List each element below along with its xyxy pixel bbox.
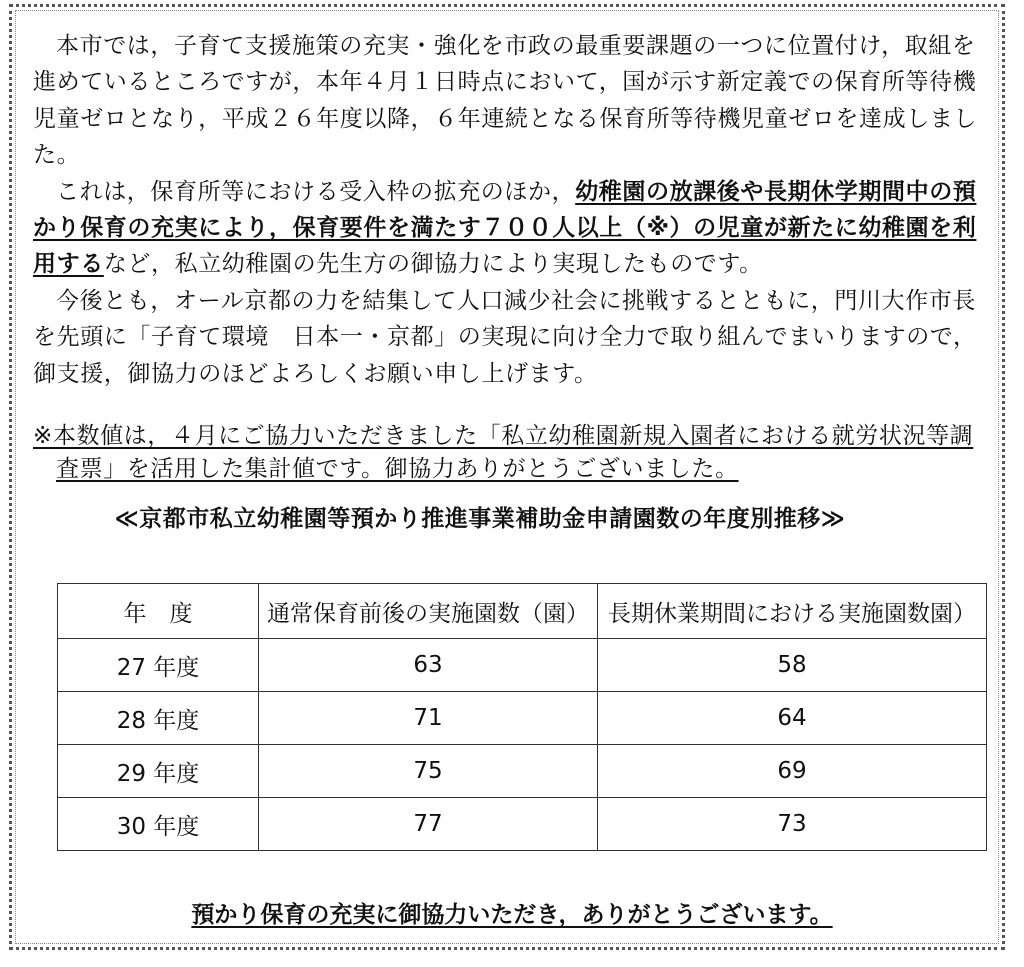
header-regular-count: 通常保育前後の実施園数（園） — [259, 584, 598, 639]
cell-year: 29 年度 — [58, 745, 259, 798]
cell-regular: 71 — [259, 692, 598, 745]
cell-year: 30 年度 — [58, 798, 259, 851]
cell-long-break: 64 — [598, 692, 987, 745]
table-title: ≪京都市私立幼稚園等預かり推進事業補助金申請園数の年度別推移≫ — [114, 506, 846, 532]
table-row — [58, 692, 987, 745]
cell-year: 28 年度 — [58, 692, 259, 745]
cell-long-break: 73 — [598, 798, 987, 851]
footnote — [33, 420, 993, 486]
paragraph-contribution-emphasis: 幼稚園の放課後や長期休学期間中の預かり保育の充実により，保育要件を満たす７００人以上（※）の児童が新たに幼稚園を利用する — [33, 178, 977, 278]
cell-regular: 63 — [259, 639, 598, 692]
subsidy-table — [57, 583, 987, 851]
footnote-text: ※本数値は，４月にご協力いただきました「私立幼稚園新規入園者における就労状況等調査票」を活用した集計値です。御協力ありがとうございました。 — [33, 423, 974, 483]
cell-long-break: 69 — [598, 745, 987, 798]
paragraph-contribution-lead: これは，保育所等における受入枠の拡充のほか， — [56, 178, 576, 205]
table-header-row — [58, 584, 987, 639]
table-row — [58, 639, 987, 692]
cell-regular: 75 — [259, 745, 598, 798]
paragraph-achievement: 本市では，子育て支援施策の充実・強化を市政の最重要課題の一つに位置付け，取組を進めているところですが，本年４月１日時点において，国が示す新定義での保育所等待機児童ゼロとなり，平成２６年度以降，６年連続となる保育所等待機児童ゼロを達成しました。 — [33, 33, 977, 169]
header-year: 年 度 — [58, 584, 259, 639]
cell-long-break: 58 — [598, 639, 987, 692]
thank-you-text: 預かり保育の充実に御協力いただき，ありがとうございます。 — [191, 902, 833, 928]
cell-year: 27 年度 — [58, 639, 259, 692]
cell-regular: 77 — [259, 798, 598, 851]
paragraph-request: 今後とも，オール京都の力を結集して人口減少社会に挑戦するとともに，門川大作市長を先頭に「子育て環境 日本一・京都」の実現に向け全力で取り組んでまいりますので，御支援，御協力のほどよろしくお願い申し上げます。 — [33, 287, 977, 387]
paragraph-contribution — [33, 174, 993, 283]
table-row — [58, 798, 987, 851]
paragraph-contribution-tail: など，私立幼稚園の先生方の御協力により実現したものです。 — [103, 251, 763, 278]
table-row — [58, 745, 987, 798]
document-body — [33, 28, 993, 486]
header-long-break-count: 長期休業期間における実施園数園） — [598, 584, 987, 639]
thank-you-message — [0, 896, 1024, 929]
